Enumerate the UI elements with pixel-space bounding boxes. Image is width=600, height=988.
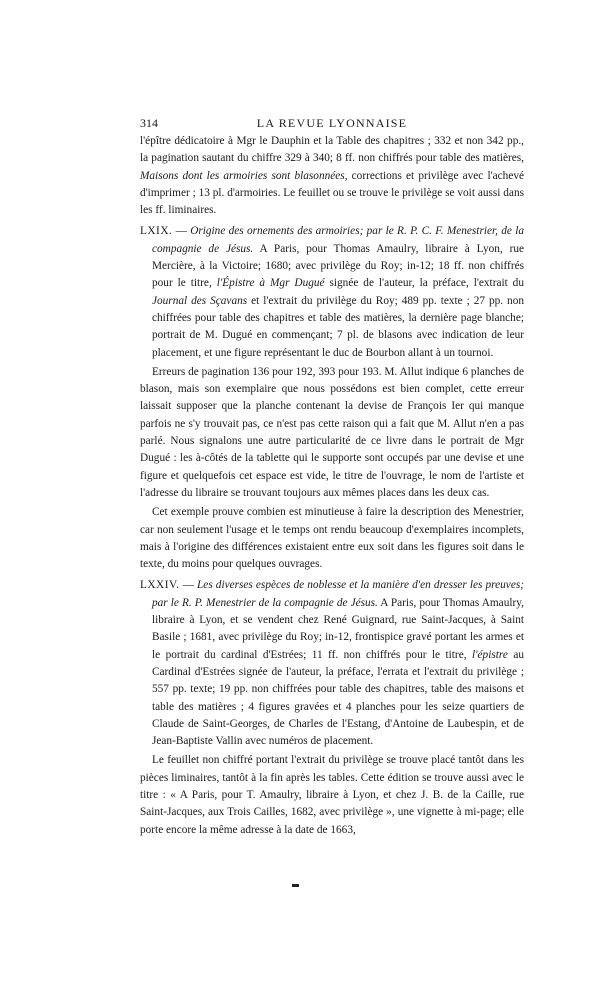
text-run: A Paris, pour Thomas Amaulry, libraire à Lyon, et se vendent chez René Guignard, rue Saint-Jacques, à Saint Basile ; 1681, avec privilège du Roy; in-12, frontispice gravé portant les armes et le portrait du cardinal d'Estrées; 11 ff. non chiffrés pour le titre, — [152, 596, 524, 661]
page-mark — [292, 884, 299, 887]
text-run: l'épître dédicatoire à Mgr le Dauphin et la Table des chapitres ; 332 et non 342 pp., la pagination sautant du chiffre 329 à 340; 8 ff. non chiffrés pour table des matières, — [140, 135, 524, 165]
text-run: , corrections et privilège avec l'achevé d'imprimer ; 13 pl. d'armoiries. Le feuillet ou se trouve le privilège se voit aussi dans les ff. liminaires. — [140, 169, 525, 217]
text-run: signée de l'auteur, la préface, l'extrait du — [324, 277, 524, 290]
dash: — — [172, 225, 191, 238]
dash: — — [179, 579, 198, 592]
text-run: et l'extrait du privilège du Roy; 489 pp. texte ; 27 pp. non chiffrées pour table des chapitres et table des matières, la dernière page blanche; portrait de M. Dugué en commençant; 7 pl. de blasons avec indication de leur placement, et une figure représentant le duc de Bourbon allant à un tournoi. — [152, 294, 524, 359]
text-run: au Cardinal d'Estrées signée de l'auteur, la préface, l'errata et l'extrait du privilège ; 557 pp. texte; 19 pp. non chiffrées pour table des chapitres, table des maisons et table des matières ; 4 figures gravées et 4 planches pour les seize quartiers de Claude de Saint-Georges, de Charles de l'Estang, d'Antoine de Laubespin, et de Jean-Baptiste Vallin avec numéros de placement. — [152, 648, 524, 748]
page-number: 314 — [140, 116, 158, 130]
paragraph-erreurs: Erreurs de pagination 136 pour 192, 393 pour 193. M. Allut indique 6 planches de blason, mais son exemplaire que nous possédons est bien complet, cette erreur laissait supposer que la planche contenant la devise de François Ier qui manque parfois ne s'y trouvait pas, ce n'est pas cette raison qui a fait que M. Allut n'en a pas parlé. Nous signalons une autre particularité de ce livre dans le portrait de Mgr Dugué : les à-côtés de la tablette qui le supporte sont occupés par une devise et une figure et quelquefois cet espace est vide, le titre de l'ouvrage, le nom de l'artiste et l'adresse du libraire se trouvant toujours aux mêmes places dans les deux cas. — [140, 365, 524, 499]
paragraph-feuillet: Le feuillet non chiffré portant l'extrait du privilège se trouve placé tantôt dans les pièces liminaires, tantôt à la fin après les tables. Cette édition se trouve aussi avec le titre : « A Paris, pour T. Amaulry, libraire à Lyon, et chez J. B. de la Caille, rue Saint-Jacques, aux Trois Cailles, 1682, avec privilège », une vignette à mi-page; elle porte encore la même adresse à la date de 1663, — [140, 754, 524, 836]
entry-number: LXXIV. — [140, 579, 180, 592]
entry-lxxiv — [140, 577, 524, 750]
entry-title: Les diverses espèces de noblesse et la manière d'en dresser les preuves; par le R. P. Menestrier de la compagnie de Jésus. — [152, 579, 524, 609]
continued-paragraph — [140, 133, 524, 219]
italic-run: Journal des Sçavans — [152, 294, 248, 307]
entry-title: Origine des ornements des armoiries; par le R. P. C. F. Menestrier, de la compagnie de Jésus. — [152, 225, 524, 255]
running-title: LA REVUE LYONNAISE — [256, 116, 408, 130]
italic-run: l'Épistre à Mgr Dugué — [216, 277, 325, 290]
italic-run: Maisons dont les armoiries sont blasonnées — [140, 169, 345, 182]
paragraph-exemple: Cet exemple prouve combien est minutieuse à faire la description des Menestrier, car non seulement l'usage et le temps ont rendu beaucoup d'exemplaires incomplets, mais à l'origine des différences existaient entre eux soit dans les figures soit dans le texte, du moins pour quelques ouvrages. — [140, 506, 524, 571]
text-run: A Paris, pour Thomas Amaulry, libraire à Lyon, rue Mercière, à la Victoire; 1680; avec privilège du Roy; in-12; 18 ff. non chiffrés pour le titre, — [152, 242, 525, 290]
page-body — [140, 133, 524, 839]
entry-lxix — [140, 223, 524, 361]
entry-number: LXIX. — [140, 225, 173, 238]
italic-run: l'épistre — [471, 648, 508, 661]
